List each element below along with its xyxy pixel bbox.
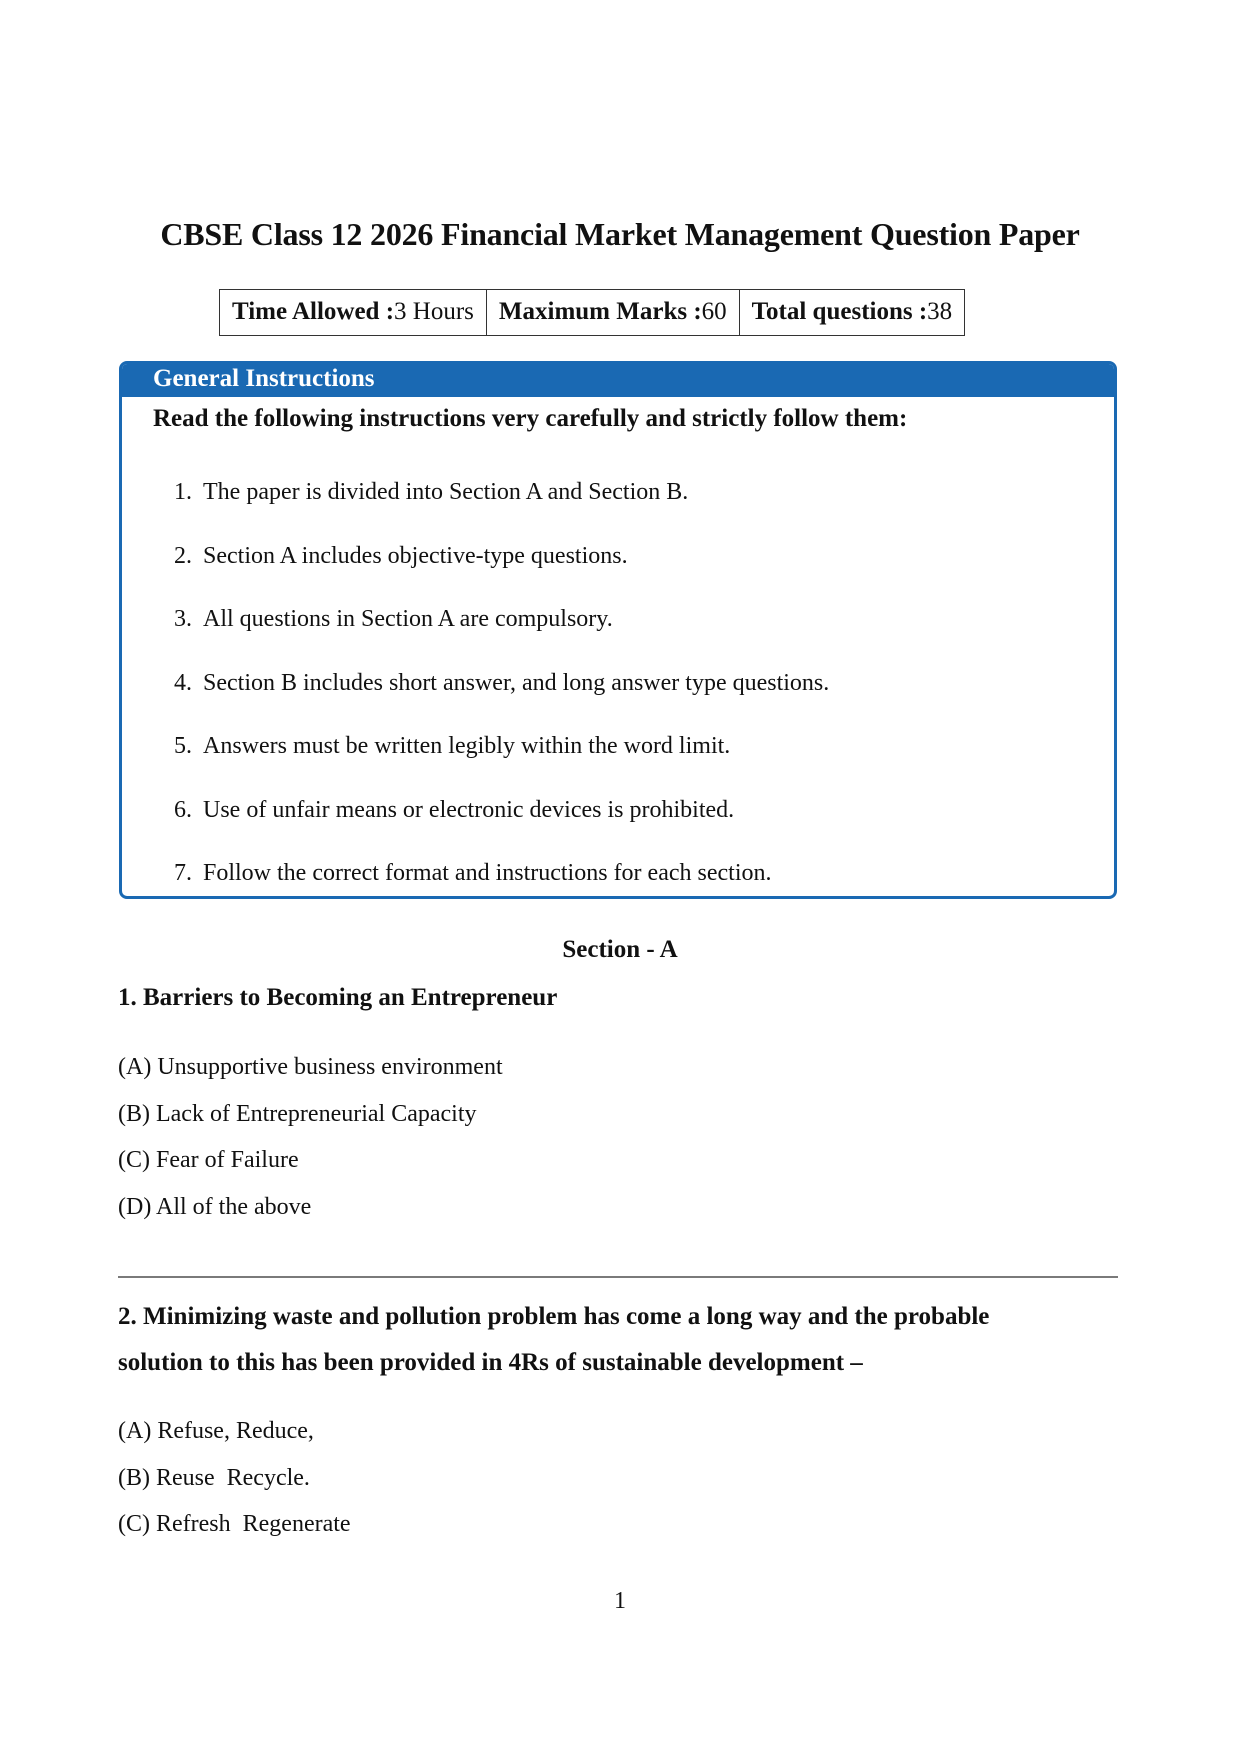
instruction-text: Section B includes short answer, and long answer type questions. bbox=[203, 669, 830, 696]
instruction-item bbox=[174, 796, 829, 860]
option-c: (C) Refresh Regenerate bbox=[118, 1511, 351, 1537]
instruction-text: All questions in Section A are compulsory. bbox=[203, 606, 613, 632]
section-a-heading: Section - A bbox=[562, 936, 678, 963]
general-instructions-box bbox=[119, 361, 1117, 899]
option-d: (D) All of the above bbox=[118, 1193, 312, 1220]
maximum-marks-cell bbox=[486, 290, 739, 336]
time-allowed-cell bbox=[220, 290, 487, 336]
total-questions-value: 38 bbox=[927, 298, 953, 325]
instruction-text: Use of unfair means or electronic devices is prohibited. bbox=[203, 796, 735, 823]
instruction-item bbox=[174, 542, 829, 606]
option-c: (C) Fear of Failure bbox=[118, 1147, 299, 1173]
question-2-title bbox=[118, 1294, 1118, 1386]
time-allowed-value: 3 Hours bbox=[394, 298, 474, 325]
option-b: (B) Reuse Recycle. bbox=[118, 1464, 310, 1491]
page-number: 1 bbox=[614, 1588, 626, 1614]
instruction-number: 1. bbox=[174, 479, 192, 505]
question-divider bbox=[118, 1276, 1118, 1278]
instruction-number: 7. bbox=[174, 860, 192, 886]
question-1-options bbox=[118, 1053, 503, 1239]
question-1-title: 1. Barriers to Becoming an Entrepreneur bbox=[118, 984, 558, 1011]
page-title: CBSE Class 12 2026 Financial Market Management Question Paper bbox=[160, 216, 1080, 252]
maximum-marks-label: Maximum Marks : bbox=[498, 298, 702, 325]
option-a: (A) Refuse, Reduce, bbox=[118, 1418, 314, 1444]
instructions-lead: Read the following instructions very carefully and strictly follow them: bbox=[153, 405, 908, 432]
question-2-title-line-2: solution to this has been provided in 4Rs of sustainable development – bbox=[118, 1349, 863, 1376]
instruction-text: Answers must be written legibly within the word limit. bbox=[203, 733, 731, 759]
instruction-text: Follow the correct format and instructions for each section. bbox=[203, 860, 772, 886]
instruction-text: The paper is divided into Section A and Section B. bbox=[203, 479, 689, 505]
instruction-number: 6. bbox=[174, 796, 192, 823]
instructions-list bbox=[174, 478, 829, 899]
question-2-title-line-1: 2. Minimizing waste and pollution problem has come a long way and the probable bbox=[118, 1303, 990, 1330]
instruction-item bbox=[174, 605, 829, 669]
total-questions-cell bbox=[739, 290, 965, 336]
option-b: (B) Lack of Entrepreneurial Capacity bbox=[118, 1100, 477, 1127]
instruction-number: 5. bbox=[174, 733, 192, 759]
general-instructions-heading: General Instructions bbox=[122, 361, 1114, 397]
instruction-item bbox=[174, 669, 829, 733]
question-2-options bbox=[118, 1417, 351, 1557]
total-questions-label: Total questions : bbox=[751, 298, 928, 325]
instruction-item bbox=[174, 478, 829, 542]
instruction-item bbox=[174, 859, 829, 899]
instruction-item bbox=[174, 732, 829, 796]
time-allowed-label: Time Allowed : bbox=[232, 298, 395, 325]
exam-meta-table bbox=[219, 289, 965, 336]
maximum-marks-value: 60 bbox=[701, 298, 727, 325]
instruction-number: 2. bbox=[174, 542, 192, 569]
option-a: (A) Unsupportive business environment bbox=[118, 1054, 503, 1080]
instruction-number: 4. bbox=[174, 669, 192, 696]
instruction-number: 3. bbox=[174, 606, 192, 632]
instruction-text: Section A includes objective-type questions. bbox=[203, 542, 628, 569]
